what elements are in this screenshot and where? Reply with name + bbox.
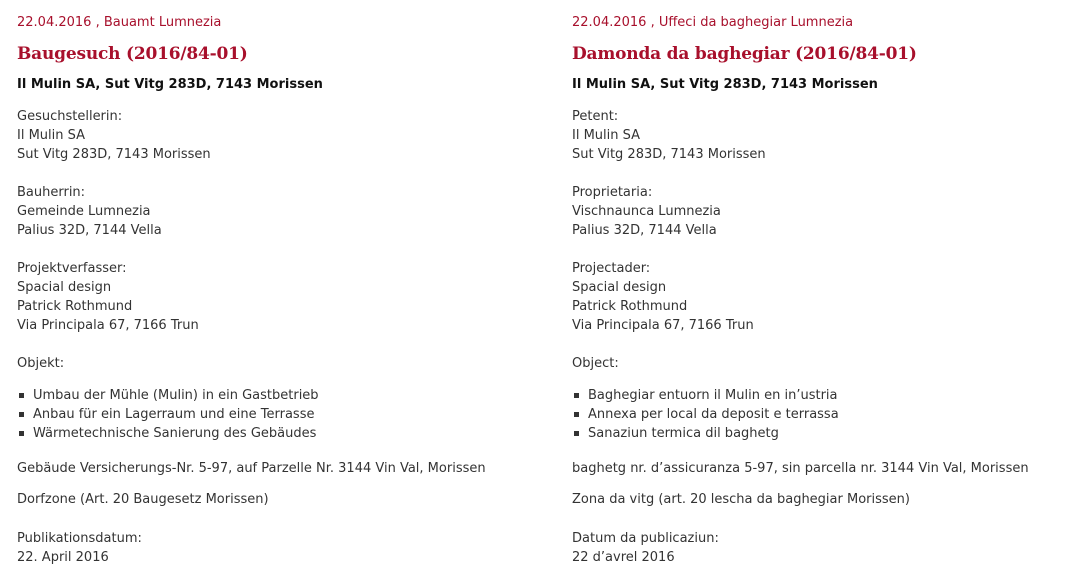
applicant-line: Il Mulin SA [17, 128, 86, 143]
designer-block [572, 259, 754, 335]
owner-label: Proprietaria: [572, 185, 653, 200]
list-item [17, 386, 319, 405]
bullet-icon [19, 412, 24, 417]
applicant-line: Sut Vitg 283D, 7143 Morissen [17, 147, 211, 162]
publication-date: 22. April 2016 [17, 550, 109, 565]
bullet-icon [19, 393, 24, 398]
list-item [572, 424, 839, 443]
list-item-text: Sanaziun termica dil baghetg [588, 426, 779, 441]
notice-address: Il Mulin SA, Sut Vitg 283D, 7143 Morissen [572, 77, 878, 92]
notice-address: Il Mulin SA, Sut Vitg 283D, 7143 Morissen [17, 77, 323, 92]
insurance-line: Gebäude Versicherungs-Nr. 5-97, auf Parzelle Nr. 3144 Vin Val, Morissen [17, 461, 486, 476]
insurance-line: baghetg nr. d’assicuranza 5-97, sin parcella nr. 3144 Vin Val, Morissen [572, 461, 1029, 476]
owner-label: Bauherrin: [17, 185, 86, 200]
bullet-icon [574, 412, 579, 417]
designer-line: Spacial design [572, 280, 667, 295]
list-item [17, 424, 319, 443]
publication-label: Publikationsdatum: [17, 531, 142, 546]
list-item [572, 405, 839, 424]
designer-line: Patrick Rothmund [17, 299, 133, 314]
owner-line: Gemeinde Lumnezia [17, 204, 151, 219]
designer-line: Spacial design [17, 280, 112, 295]
notice-title: Damonda da baghegiar (2016/84-01) [572, 44, 917, 64]
list-item [572, 386, 839, 405]
object-label [17, 354, 64, 373]
applicant-block [572, 107, 766, 164]
designer-line: Patrick Rothmund [572, 299, 688, 314]
object-label-text: Objekt: [17, 356, 65, 371]
publication-block [572, 529, 719, 567]
bullet-icon [574, 431, 579, 436]
owner-block [572, 183, 721, 240]
publication-label: Datum da publicaziun: [572, 531, 719, 546]
object-list [572, 386, 839, 443]
owner-line: Palius 32D, 7144 Vella [572, 223, 717, 238]
notice-title: Baugesuch (2016/84-01) [17, 44, 248, 64]
applicant-line: Sut Vitg 283D, 7143 Morissen [572, 147, 766, 162]
list-item-text: Umbau der Mühle (Mulin) in ein Gastbetrieb [33, 388, 319, 403]
applicant-label: Petent: [572, 109, 619, 124]
notice-meta: 22.04.2016 , Uffeci da baghegiar Lumnezia [572, 15, 854, 30]
designer-block [17, 259, 199, 335]
notice-meta: 22.04.2016 , Bauamt Lumnezia [17, 15, 222, 30]
zone-line: Dorfzone (Art. 20 Baugesetz Morissen) [17, 492, 269, 507]
zone-line: Zona da vitg (art. 20 lescha da baghegiar Morissen) [572, 492, 910, 507]
list-item-text: Baghegiar entuorn il Mulin en in’ustria [588, 388, 838, 403]
list-item-text: Anbau für ein Lagerraum und eine Terrasse [33, 407, 315, 422]
owner-line: Vischnaunca Lumnezia [572, 204, 721, 219]
designer-line: Via Principala 67, 7166 Trun [17, 318, 199, 333]
publication-block [17, 529, 142, 567]
object-list [17, 386, 319, 443]
publication-date: 22 d’avrel 2016 [572, 550, 675, 565]
list-item-text: Annexa per local da deposit e terrassa [588, 407, 839, 422]
bullet-icon [19, 431, 24, 436]
list-item-text: Wärmetechnische Sanierung des Gebäudes [33, 426, 317, 441]
owner-line: Palius 32D, 7144 Vella [17, 223, 162, 238]
applicant-line: Il Mulin SA [572, 128, 641, 143]
designer-label: Projektverfasser: [17, 261, 127, 276]
designer-line: Via Principala 67, 7166 Trun [572, 318, 754, 333]
object-label [572, 354, 619, 373]
applicant-block [17, 107, 211, 164]
owner-block [17, 183, 162, 240]
object-label-text: Object: [572, 356, 619, 371]
designer-label: Projectader: [572, 261, 651, 276]
applicant-label: Gesuchstellerin: [17, 109, 123, 124]
list-item [17, 405, 319, 424]
bullet-icon [574, 393, 579, 398]
